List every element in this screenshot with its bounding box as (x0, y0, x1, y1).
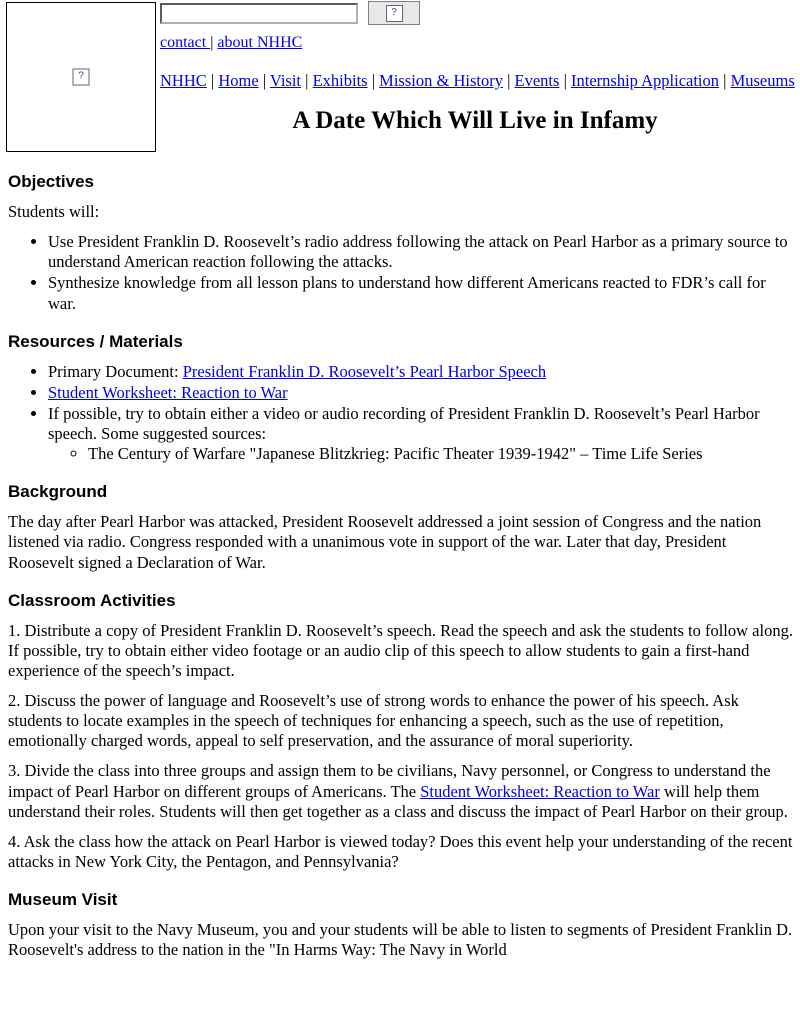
nav-item-museums[interactable]: Museums (730, 71, 795, 90)
main-nav (160, 70, 800, 91)
activity-3-text-before: 3. Divide the class into three groups and assign them to be civilians, Navy personnel, or Congress to understand the impact of Pearl Harbor on different groups of Americans. The (8, 761, 771, 801)
search-input[interactable] (160, 3, 358, 24)
nav-item-internship-application[interactable]: Internship Application (571, 71, 720, 90)
search-bar (160, 0, 800, 25)
nav-item-exhibits[interactable]: Exhibits (312, 71, 368, 90)
section-heading-background: Background (8, 482, 108, 502)
broken-image-icon: ? (73, 69, 90, 86)
link-contact[interactable]: contact (160, 34, 211, 51)
objectives-list (8, 232, 796, 314)
museum-visit-text: Upon your visit to the Navy Museum, you and your students will be able to listen to segments of President Franklin D. Roosevelt's address to the nation in the "In Harms Way: The Navy in World (8, 920, 793, 960)
nav-separator: | (371, 71, 376, 90)
list-item: • Use President Franklin D. Roosevelt’s radio address following the attack on Pearl Harbor as a primary source to understand American reaction following the attacks. (48, 232, 796, 272)
nav-separator: | (507, 71, 511, 90)
section-heading-classroom-activities: Classroom Activities (8, 590, 176, 610)
activity-item-4: 4. Ask the class how the attack on Pearl Harbor is viewed today? Does this event help your understanding of the recent attacks in New York City, the Pentagon, and Pennsylvania? (8, 831, 793, 871)
link-student-worksheet[interactable]: Student Worksheet: Reaction to War (420, 781, 660, 801)
nav-item-mission-history[interactable]: Mission & History (379, 71, 503, 90)
link-about-nhhc[interactable]: about NHHC (217, 34, 303, 51)
site-logo (6, 2, 156, 152)
nav-separator: | (210, 71, 215, 90)
top-separator: | (210, 34, 214, 51)
broken-image-icon: ? (386, 5, 403, 22)
list-item: ◦ The Century of Warfare "Japanese Blitzkrieg: Pacific Theater 1939-1942" – Time Life Series (88, 444, 796, 464)
site-header (0, 0, 800, 154)
video-suggestion-text: If possible, try to obtain either a video or audio recording of President Franklin D. Roosevelt’s Pearl Harbor speech. Some suggested sources: (48, 403, 760, 443)
list-item: • Synthesize knowledge from all lesson plans to understand how different Americans reacted to FDR’s call for war. (48, 273, 796, 313)
nav-separator: | (563, 71, 567, 90)
link-student-worksheet[interactable]: Student Worksheet: Reaction to War (48, 382, 288, 402)
section-heading-objectives: Objectives (8, 172, 94, 191)
nav-item-nhhc[interactable]: NHHC (160, 71, 207, 90)
section-heading-museum-visit: Museum Visit (8, 890, 118, 909)
activity-item-2: 2. Discuss the power of language and Roosevelt’s use of strong words to enhance the power of his speech. Ask students to locate examples in the speech of techniques for enhancing a speech, such as the use of repetition, emotionally charged words, appeal to self preservation, and the assurance of moral superiority. (8, 691, 739, 751)
objectives-intro: Students will: (8, 202, 100, 221)
list-item (48, 362, 796, 382)
activity-item-3 (8, 761, 796, 821)
activity-item-1: 1. Distribute a copy of President Franklin D. Roosevelt’s speech. Read the speech and ask the students to follow along. If possible, try to obtain either video footage or an audio clip of this speech to allow students to gain a first-hand experience of the speech’s impact. (8, 620, 793, 680)
nav-item-events[interactable]: Events (514, 71, 560, 90)
search-button[interactable] (368, 1, 420, 25)
page-title: A Date Which Will Live in Infamy (292, 107, 658, 135)
nav-separator: | (262, 71, 267, 90)
list-item (48, 404, 796, 464)
top-links (160, 34, 800, 52)
main-content (0, 172, 800, 960)
nav-item-home[interactable]: Home (218, 71, 259, 90)
activity-3-text-after: will help them understand their roles. Students will then get together as a class and discuss the impact of Pearl Harbor on their group. (8, 781, 788, 821)
resources-sublist (48, 444, 796, 464)
primary-document-label: Primary Document: (48, 361, 183, 381)
background-text: The day after Pearl Harbor was attacked, President Roosevelt addressed a joint session of Congress and the nation listened via radio. Congress responded with a unanimous vote in support of the war. Later that day, President Roosevelt signed a Declaration of War. (8, 512, 762, 572)
nav-separator: | (305, 71, 309, 90)
nav-item-visit[interactable]: Visit (269, 71, 302, 90)
nav-separator: | (723, 71, 727, 90)
link-fdr-pearl-harbor-speech[interactable]: President Franklin D. Roosevelt’s Pearl Harbor Speech (182, 361, 547, 381)
resources-list (8, 362, 796, 465)
header-right (160, 0, 800, 135)
list-item (48, 383, 796, 403)
section-heading-resources: Resources / Materials (8, 331, 183, 351)
